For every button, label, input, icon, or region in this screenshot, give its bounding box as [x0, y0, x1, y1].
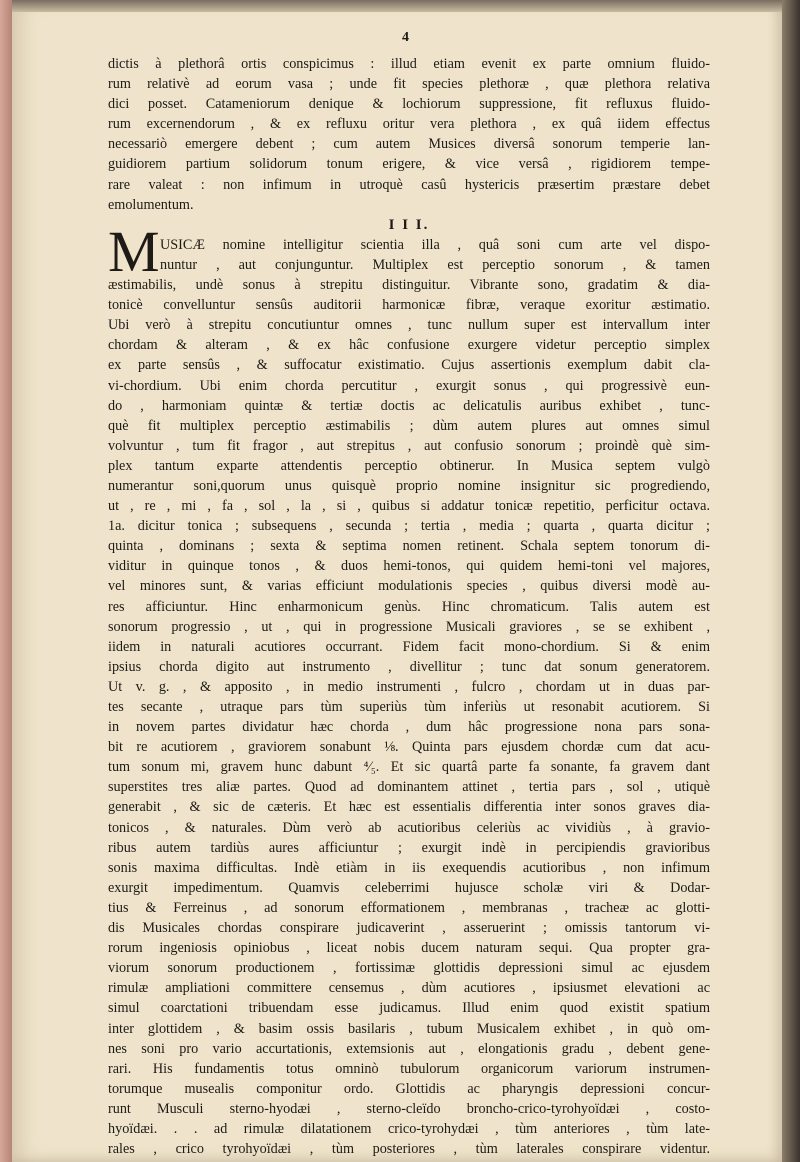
text-line: rari. His fundamentis totus omninò tubulorum organicorum variorum instrumen-: [108, 1060, 710, 1077]
text-line: 1a. dicitur tonica ; subsequens , secunda ; tertia , media ; quarta , quarta dicitur ;: [108, 518, 710, 535]
text-line: què fit multiplex perceptio æstimabilis ; dùm autem plures aut omnes simul: [108, 417, 710, 434]
text-line: æstimabilis, undè sonus à strepitu distinguitur. Vibrante sono, gradatim & dia-: [108, 277, 710, 294]
text-line: rare valeat : non infimum in utroquè casû hystericis præsertim præstare debet: [108, 176, 710, 193]
text-line: Ut v. g. , & apposito , in medio instrumenti , fulcro , chordam ut in duas par-: [108, 678, 710, 695]
text-line: iidem in naturali acutiores occurrant. Fidem facit mono-chordium. Si & enim: [108, 638, 710, 655]
text-line: plex tantum exparte attendentis perceptio obtinerur. In Musica septem vulgò: [108, 457, 710, 474]
text-line: volvuntur , tum fit fragor , aut strepitus , aut confusio sonorum ; proindè què sim-: [108, 437, 710, 454]
text-line: tius & Ferreinus , ad sonorum efformationem , membranas , tracheæ ac glotti-: [108, 899, 710, 916]
text-line: sonis maxima difficultas. Indè etiàm in iis exequendis acutioribus , non infimum: [108, 859, 710, 876]
text-line: numerantur soni,quorum unus quisquè proprio nomine insignitur sic progrediendo,: [108, 477, 710, 494]
text-line: tonicos , & naturales. Dùm verò ab acutioribus celeriùs ac vividiùs , à gravio-: [108, 819, 710, 836]
text-line: dictis à plethorâ ortis conspicimus : illud etiam evenit ex parte omnium fluido-: [108, 56, 710, 72]
text-line: vel minores sunt, & varias efficiunt modulationis species , quibus diversi modè au-: [108, 578, 710, 595]
page-left-edge: [0, 0, 12, 1162]
text-line: chordam & alteram , & ex hâc confusione exurgere videtur perceptio simplex: [108, 337, 710, 354]
text-line: tonicè convelluntur sensûs auditorii harmonicæ fibræ, veraque exoritur æstimatio.: [108, 297, 710, 314]
text-line: dici posset. Catameniorum denique & lochiorum suppressione, fit refluxus fluido-: [108, 96, 710, 113]
text-line: nes soni pro vario accurtationis, extemsionis aut , elongationis gradu , debent gene-: [108, 1040, 710, 1057]
text-line: tes secante , utraque pars tùm superiùs tùm inferiùs ut resonabit acutiorem. Si: [108, 699, 710, 715]
page-top-edge: [12, 0, 782, 12]
text-line: generabit , & sic de cæteris. Et hæc est essentialis differentia inter sonos graves dia-: [108, 799, 710, 816]
text-line: necessariò emergere debent ; cum autem Musices diversâ sonorum temperie lan-: [108, 136, 710, 153]
text-line: hyoïdæi. . . ad rimulæ dilatationem crico-tyrohydæi , tùm anteriores , tùm late-: [108, 1120, 710, 1137]
text-line: in novem partes dividatur hæc chorda , dum hâc progressione nona pars sona-: [108, 719, 710, 736]
text-line: do , harmoniam quintæ & tertiæ doctis ac delicatulis auribus exhibet , tunc-: [108, 397, 710, 414]
paragraph-musices: [108, 235, 710, 1159]
section-heading: I I I.: [388, 216, 430, 233]
text-line: bit re acutiorem , graviorem sonabunt ⅛. Quinta pars ejusdem chordæ cum dat acu-: [108, 739, 710, 756]
text-line: ex parte sensûs , & suffocatur existimatio. Cujus assertionis exemplum dabit cla-: [108, 357, 710, 374]
text-line: rum relativè ad eorum vasa ; unde fit species plethoræ , quæ plethora relativa: [108, 76, 710, 93]
text-line: inter glottidem , & basim ossis basilaris , tubum Musicalem exhibet , in quò om-: [108, 1020, 710, 1037]
text-line: Ubi verò à strepitu concutiuntur omnes , tunc nullum super est intervallum inter: [108, 317, 710, 334]
text-line: tum sonum mi, gravem hunc dabunt ⁴⁄₅. Et sic quartâ parte fa sonante, fa gravem dant: [108, 759, 710, 776]
text-line: sonorum progressio , ut , qui in progressione Musicali graviores , se se exhibent ,: [108, 618, 710, 635]
text-line: superstites tres aliæ partes. Quod ad dominantem attinet , tertia pars , sol , utiquè: [108, 779, 710, 796]
text-line: emolumentum.: [108, 196, 194, 213]
drop-cap: M: [108, 219, 160, 284]
text-line: runt Musculi sterno-hyodæi , sterno-cleïdo broncho-crico-tyrohyoïdæi , costo-: [108, 1100, 710, 1117]
text-line: ipsius chorda digito aut instrumento , divellitur ; tunc dat sonum generatorem.: [108, 658, 710, 675]
text-line: guidiorem partium solidorum tonum erigere, & vice versâ , rigidiorem tempe-: [108, 156, 710, 173]
text-line: quinta , dominans ; sexta & septima nomen retinent. Schala septem tonorum di-: [108, 538, 710, 555]
text-line: viorum sonorum productionem , fortissimæ glottidis depressioni simul ac ejusdem: [108, 960, 710, 977]
page-number: 4: [402, 30, 409, 45]
text-line: rimulæ ampliationi committere censemus , dùm acutiores , ipsiusmet elevationi ac: [108, 980, 710, 997]
text-line: rum excernendorum , & ex refluxu oritur vera plethora , ex quâ iidem effectus: [108, 116, 710, 133]
text-line: USICÆ nomine intelligitur scientia illa , quâ soni cum arte vel dispo-: [160, 236, 710, 253]
paragraph-continuation: [108, 54, 710, 215]
text-line: rales , crico tyrohyoïdæi , tùm posteriores , tùm laterales conspirare videntur.: [108, 1141, 710, 1158]
text-line: ribus autem tardiùs aures afficiuntur ; exurgit indè in percipiendis gravioribus: [108, 839, 710, 856]
body-text: [108, 54, 710, 1159]
text-line: viditur in quinque tonos , & duos hemi-tonos, qui quidem hemi-toni vel majores,: [108, 558, 710, 575]
book-spine: [782, 0, 800, 1162]
text-line: nuntur , aut conjunguntur. Multiplex est perceptio sonorum , & tamen: [160, 256, 710, 273]
text-line: simul coarctationi tribuendam esse judicamus. Illud enim quod existit spatium: [108, 1000, 710, 1017]
text-line: vi-chordium. Ubi enim chorda percutitur , exurgit sonus , qui progressivè eun-: [108, 377, 710, 394]
text-line: rorum ingeniosis opiniobus , liceat nobis ducem naturam sequi. Qua propter gra-: [108, 940, 710, 957]
text-line: dis Musicales chordas conspirare judicaverint , asseruerint ; omissis tantorum vi-: [108, 920, 710, 937]
text-line: exurgit impedimentum. Quamvis celeberrimi hujusce scholæ viri & Dodar-: [108, 879, 710, 896]
text-line: ut , re , mi , fa , sol , la , si , quibus si addatur tonicæ repetitio, perficitur octava.: [108, 498, 710, 515]
text-line: res afficiuntur. Hinc enharmonicum genùs. Hinc chromaticum. Talis autem est: [108, 598, 710, 615]
text-line: torumque musealis componitur ordo. Glottidis ac pharyngis depressioni concur-: [108, 1080, 710, 1097]
